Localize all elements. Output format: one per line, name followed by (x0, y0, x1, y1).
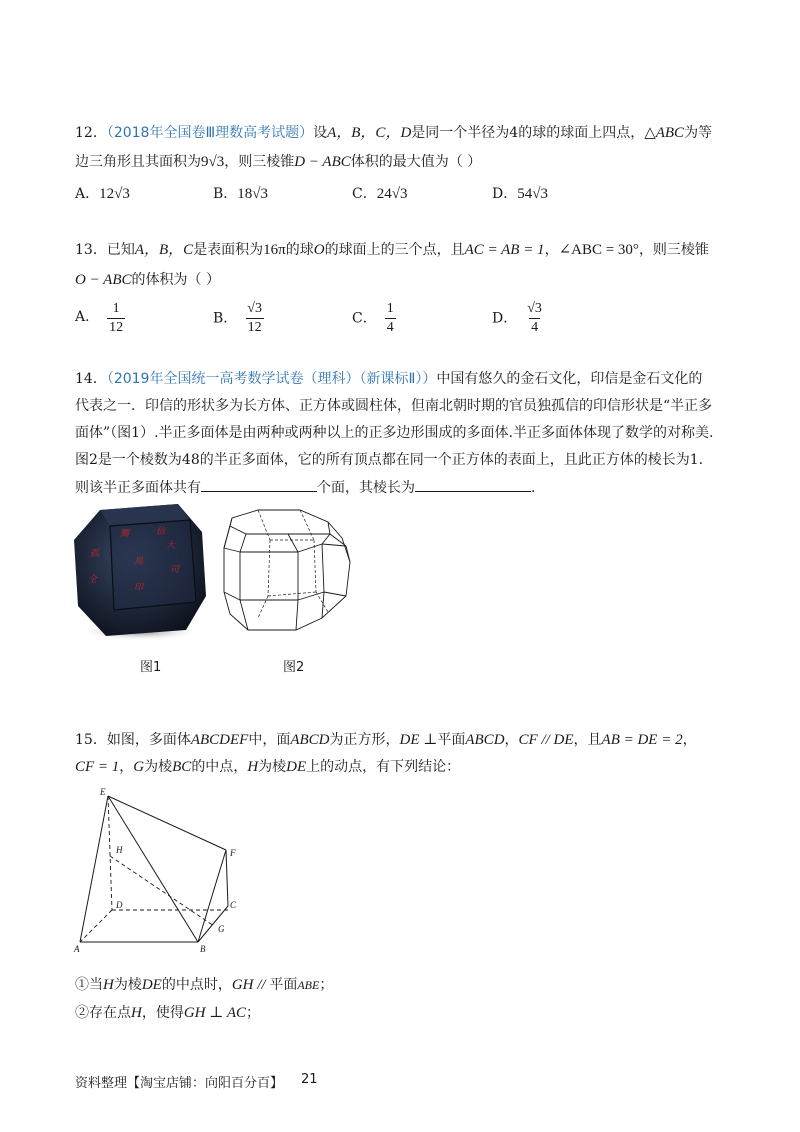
q15-perp: DE ⊥ (399, 732, 438, 748)
q15-text: 为棱 (258, 759, 287, 775)
q14-line2: 代表之一．印信的形状多为长方体、正方体或圆柱体，但南北朝时期的官员独孤信的印信形状是“半正多 (75, 398, 713, 414)
q15-text: 平面 (437, 732, 466, 748)
seal-character: 孤 (90, 548, 100, 558)
q15-de: DE (286, 759, 307, 775)
label-f: F (230, 848, 236, 858)
label-a: A (74, 944, 80, 954)
label-g: G (218, 924, 225, 934)
q14-text: 中国有悠久的金石文化，印信是金石文化的 (436, 371, 703, 387)
label-e: E (100, 787, 106, 797)
q15-text: ， (504, 732, 519, 748)
q13-vars: A，B，C (134, 242, 194, 258)
q13-number: 13． (75, 242, 107, 258)
q13-option-c[interactable]: C． $\frac{1}{4}$ (352, 301, 394, 335)
q15-bc: BC (172, 759, 192, 775)
q13-angle: ∠ABC = 30° (558, 242, 639, 258)
q12-text: 设 (313, 125, 328, 141)
q15-equation: AB = DE = 2 (601, 732, 683, 748)
q12-text: 体积的最大值为（ ） (350, 154, 482, 170)
q13-text: 的球面上的三个点，且 (324, 242, 465, 258)
label-d: D (116, 900, 123, 910)
q14-line4: 图2是一个棱数为48的半正多面体，它的所有顶点都在同一个正方体的表面上，且此正方体的棱长为1. (75, 452, 704, 468)
q15-text: 中，面 (248, 732, 291, 748)
q15-text: ， (682, 732, 697, 748)
q15-text: ，且 (573, 732, 602, 748)
q15-text: 上的动点，有下列结论： (306, 759, 461, 775)
q13-ball: O (313, 242, 325, 258)
polyhedron-figure (218, 500, 358, 635)
q15-h: H (247, 759, 259, 775)
q12-option-c[interactable]: C．24√3 (352, 186, 408, 202)
q14-line5 (75, 477, 535, 498)
seal-character: 全 (88, 574, 98, 584)
q12-area: 9√3 (201, 154, 225, 170)
q12-triangle: △ABC (644, 125, 685, 141)
q12-line1 (75, 123, 712, 143)
seal-character: 馬 (134, 556, 144, 566)
page-number: 21 (301, 1072, 318, 1087)
q15-parallel: CF // DE (518, 732, 574, 748)
q12-option-b[interactable]: B．18√3 (213, 186, 269, 202)
q15-square: ABCD (290, 732, 330, 748)
q15-text: 的中点， (191, 759, 248, 775)
fig1-caption: 图1 (140, 660, 162, 675)
q14-number: 14． (75, 371, 107, 387)
q12-text: 为等 (684, 125, 713, 141)
q15-conclusion-1: ①当H为棱DE的中点时，GH // 平面ABE； (75, 977, 334, 993)
seal-character: 信 (156, 526, 166, 536)
q15-line2 (75, 757, 460, 777)
q12-option-d[interactable]: D．54√3 (492, 186, 548, 202)
q13-option-d[interactable]: D． $\frac{√3}{4}$ (492, 301, 542, 335)
q15-polyhedron: ABCDEF (190, 732, 249, 748)
seal-character: 印 (134, 582, 144, 592)
q12-text: 边三角形且其面积为 (75, 154, 201, 170)
q14-text: 则该半正多面体共有 (75, 480, 201, 496)
answer-blank-edge[interactable] (415, 477, 531, 492)
q13-text: 已知 (106, 242, 135, 258)
q15-conclusion-2: ②存在点H，使得GH ⊥ AC； (75, 1005, 261, 1021)
q14-text: . (531, 480, 536, 496)
label-h: H (116, 845, 123, 855)
q15-text: 为棱 (144, 759, 173, 775)
footer-text: 资料整理【淘宝店铺：向阳百分百】 (75, 1076, 284, 1091)
label-b: B (200, 944, 206, 954)
seal-photo (70, 498, 210, 643)
q15-g: G (133, 759, 145, 775)
q14-text: 个面，其棱长为 (317, 480, 415, 496)
q14-line3: 面体”（图1）.半正多面体是由两种或两种以上的正多边形围成的多面体.半正多面体体现了数学的对称美. (75, 425, 714, 441)
q13-text: ，则三棱锥 (638, 242, 709, 258)
q13-text: 是表面积为 (193, 242, 264, 258)
q13-area: 16π (263, 242, 286, 258)
polyhedron-abcdef-figure (70, 784, 250, 956)
seal-character: 獨 (120, 528, 130, 538)
q15-plane: ABCD (465, 732, 505, 748)
seal-character: 司 (170, 564, 180, 574)
q13-condition: AC = AB = 1 (464, 242, 545, 258)
q12-number: 12． (75, 125, 107, 141)
q12-vars: A，B，C，D (327, 125, 412, 141)
q15-text: ， (119, 759, 134, 775)
q13-text: 的球 (285, 242, 314, 258)
q15-line1 (75, 730, 697, 750)
q15-text: 为正方形， (329, 732, 400, 748)
q13-text: 的体积为（ ） (131, 272, 220, 288)
q15-text: 如图，多面体 (106, 732, 191, 748)
q13-line2 (75, 270, 220, 290)
q13-option-b[interactable]: B． $\frac{√3}{12}$ (213, 301, 262, 335)
q12-text: 是同一个半径为4的球的球面上四点， (411, 125, 645, 141)
q15-cf: CF = 1 (75, 759, 120, 775)
answer-blank-faces[interactable] (201, 477, 317, 492)
q13-pyramid: O − ABC (75, 272, 132, 288)
q13-line1 (75, 240, 709, 260)
label-c: C (230, 900, 237, 910)
q12-option-a[interactable]: A．12√3 (75, 186, 130, 202)
q12-pyramid: D − ABC (294, 154, 351, 170)
q13-text: ， (544, 242, 559, 258)
q12-line2 (75, 152, 481, 172)
q12-text: ，则三棱锥 (224, 154, 295, 170)
q12-source: （2018年全国卷Ⅲ理数高考试题） (106, 125, 314, 141)
q13-option-a[interactable]: A． $\frac{1}{12}$ (75, 301, 124, 335)
fig2-caption: 图2 (283, 660, 305, 675)
seal-character: 大 (166, 540, 176, 550)
q14-line1 (75, 369, 702, 389)
q14-source: （2019年全国统一高考数学试卷（理科）（新课标Ⅱ）） (106, 371, 437, 387)
q15-number: 15． (75, 732, 107, 748)
